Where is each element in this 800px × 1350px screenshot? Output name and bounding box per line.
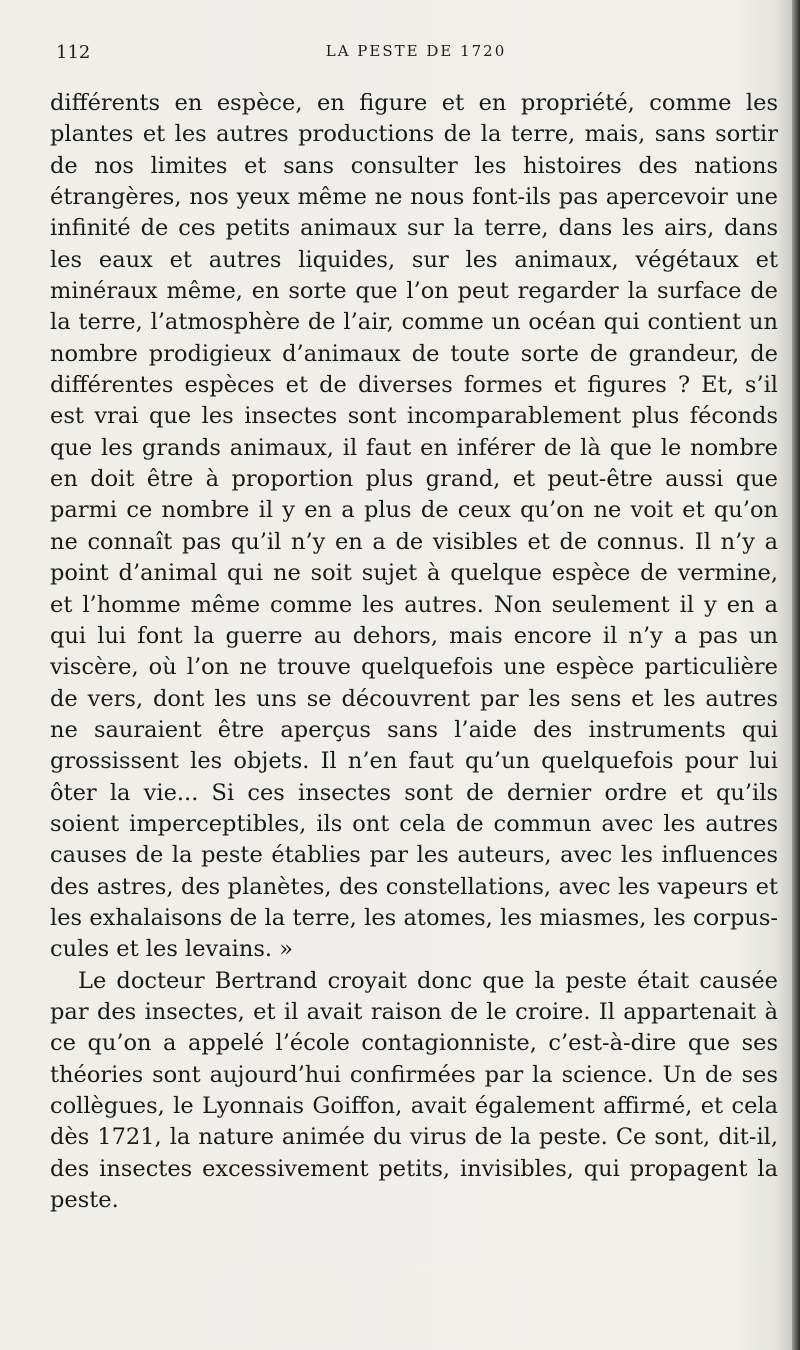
page-edge-shadow bbox=[792, 0, 800, 1350]
running-title: LA PESTE DE 1720 bbox=[325, 42, 507, 60]
paragraph-bertrand: Le docteur Bertrand croyait donc que la peste était causée par des insectes, et il avait raison de le croire. Il appartenait à ce qu’on a appelé l’école contagionniste, c’est-à-dire que ses théories sont aujourd’hui confirmées par la science. Un de ses collègues, le Lyonnais Goiffon, avait également affirmé, et cela dès 1721, la nature animée du virus de la peste. Ce sont, dit-il, des insectes excessivement petits, invisibles, qui propagent la peste. bbox=[50, 967, 778, 1214]
page-header bbox=[56, 40, 776, 70]
page-number: 112 bbox=[56, 42, 91, 63]
body-text bbox=[50, 88, 778, 1216]
paragraph-quote: différents en espèce, en figure et en propriété, comme les plantes et les autres productions de la terre, mais, sans sortir de nos limites et sans consulter les histoires des nations étrangères, nos yeux même ne nous font-ils pas apercevoir une infinité de ces petits animaux sur la terre, dans les airs, dans les eaux et autres liquides, sur les animaux, végétaux et minéraux même, en sorte que l’on peut regarder la surface de la terre, l’atmosphère de l’air, comme un océan qui contient un nombre prodigieux d’animaux de toute sorte de grandeur, de différentes espèces et de diverses formes et figures ? Et, s’il est vrai que les insectes sont incomparablement plus féconds que les grands animaux, il faut en inférer de là que le nombre en doit être à proportion plus grand, et peut-être aussi que parmi ce nombre il y en a plus de ceux qu’on ne voit et qu’on ne connaît pas qu’il n’y en a de visibles et de connus. Il n’y a point d’animal qui ne soit sujet à quelque espèce de vermine, et l’homme même comme les autres. Non seulement il y en a qui lui font la guerre au dehors, mais encore il n’y a pas un viscère, où l’on ne trouve quelquefois une espèce particulière de vers, dont les uns se découvrent par les sens et les autres ne sauraient être aperçus sans l’aide des instruments qui grossissent les objets. Il n’en faut qu’un quelquefois pour lui ôter la vie... Si ces insectes sont de dernier ordre et qu’ils soient imperceptibles, ils ont cela de commun avec les autres causes de la peste établies par les auteurs, avec les influences des astres, des planètes, des constellations, avec les vapeurs et les exhalaisons de la terre, les atomes, les miasmes, les corpuscules et les levains. » bbox=[50, 90, 778, 963]
